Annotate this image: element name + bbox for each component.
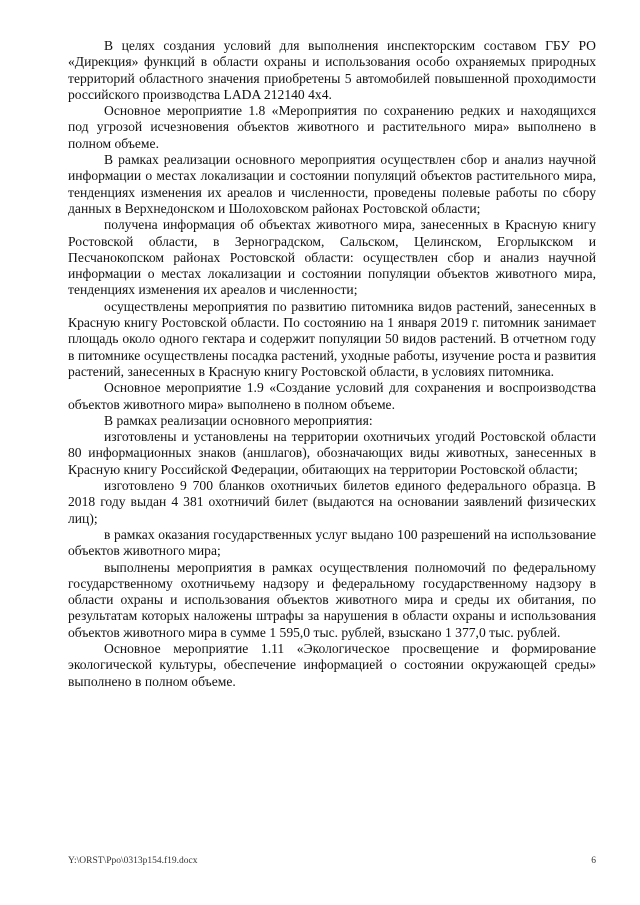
paragraph-measure-1-8: Основное мероприятие 1.8 «Мероприятия по сохранению редких и находящихся под угрозой исчезновения объектов животного и растительного мира» выполнено в полном объеме. — [68, 103, 596, 151]
paragraph-implementation-intro: В рамках реализации основного мероприятия: — [104, 412, 373, 428]
paragraph-animal-information: получена информация об объектах животного мира, занесенных в Красную книгу Ростовской области, в Зерноградском, Сальском, Целинском, Егорлыкском и Песчанокопском районах Ростовской области: осуществлен сбор и анализ научной информации о местах локализации и состоянии популяции объектов животного мира, тенденциях изменения их ареалов и численности; — [68, 217, 596, 298]
document-body — [68, 38, 596, 690]
paragraph-measure-1-9: Основное мероприятие 1.9 «Создание условий для сохранения и воспроизводства объектов животного мира» выполнено в полном объеме. — [68, 380, 596, 412]
paragraph-plant-nursery: осуществлены мероприятия по развитию питомника видов растений, занесенных в Красную книгу Ростовской области. По состоянию на 1 января 2019 г. питомник занимает площадь около одного гектара и содержит популяции 50 видов растений. В отчетном году в питомнике осуществлены посадка растений, уходные работы, изучение роста и развития растений, занесенных в Красную книгу Ростовской области, в условиях питомника. — [68, 298, 596, 379]
paragraph-measure-1-11: Основное мероприятие 1.11 «Экологическое просвещение и формирование экологической культуры, обеспечение информацией о состоянии окружающей среды» выполнено в полном объеме. — [68, 640, 596, 689]
paragraph-plant-research: В рамках реализации основного мероприятия осуществлен сбор и анализ научной информации о местах локализации и состоянии популяций объектов растительного мира, тенденциях изменения их ареалов и численности, проведены полевые работы по сбору данных в Верхнедонском и Шолоховском районах Ростовской области; — [68, 152, 596, 216]
paragraph-supervision-fines: выполнены мероприятия в рамках осуществления полномочий по федеральному государственному охотничьему надзору и федеральному государственному надзору в области охраны и использования объектов животного мира и среды их обитания, по результатам которых наложены штрафы за нарушения в области охраны и использования объектов животного мира в сумме 1 595,0 тыс. рублей, взыскано 1 377,0 тыс. рублей. — [68, 559, 596, 640]
paragraph-vehicles: В целях создания условий для выполнения инспекторским составом ГБУ РО «Дирекция» функций в области охраны и использования особо охраняемых природных территорий областного значения приобретены 5 автомобилей повышенной проходимости российского производства LADA 212140 4х4. — [68, 38, 596, 102]
paragraph-hunting-tickets: изготовлено 9 700 бланков охотничьих билетов единого федерального образца. В 2018 году выдан 4 381 охотничий билет (выдаются на основании заявлений физических лиц); — [68, 478, 596, 526]
page-number: 6 — [591, 856, 596, 866]
paragraph-permits: в рамках оказания государственных услуг выдано 100 разрешений на использование объектов животного мира; — [68, 526, 596, 559]
paragraph-information-signs: изготовлены и установлены на территории охотничьих угодий Ростовской области 80 информационных знаков (аншлагов), обозначающих виды животных, занесенных в Красную книгу Российской Федерации, обитающих на территории Ростовской области; — [68, 429, 596, 477]
footer-file-path: Y:\ORST\Ppo\0313p154.f19.docx — [68, 856, 198, 866]
page-footer — [68, 856, 596, 866]
